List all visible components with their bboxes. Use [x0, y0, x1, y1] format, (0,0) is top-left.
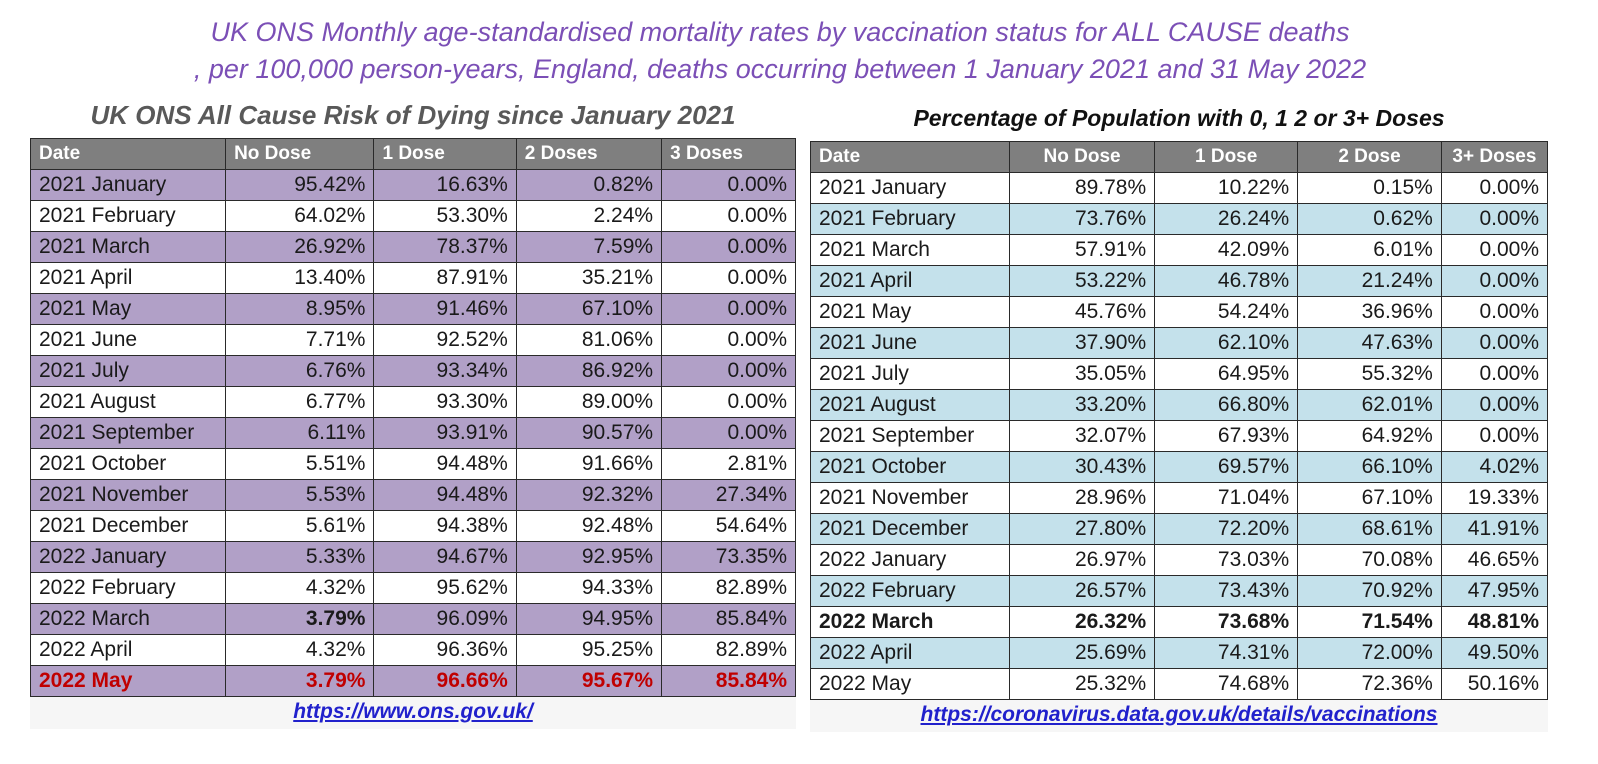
- value-cell: 90.57%: [516, 418, 661, 449]
- table-row: [31, 263, 796, 294]
- date-cell: 2021 November: [811, 483, 1010, 514]
- column-header-date: Date: [31, 139, 226, 170]
- value-cell: 4.32%: [226, 573, 374, 604]
- header-row: [811, 142, 1548, 173]
- value-cell: 0.00%: [662, 356, 796, 387]
- value-cell: 81.06%: [516, 325, 661, 356]
- value-cell: 86.92%: [516, 356, 661, 387]
- column-header-3plus-doses: 3+ Doses: [1441, 142, 1547, 173]
- date-cell: 2021 June: [31, 325, 226, 356]
- value-cell: 41.91%: [1441, 514, 1547, 545]
- value-cell: 5.53%: [226, 480, 374, 511]
- table-row: [811, 266, 1548, 297]
- value-cell: 10.22%: [1155, 173, 1298, 204]
- date-cell: 2021 September: [31, 418, 226, 449]
- value-cell: 0.62%: [1298, 204, 1442, 235]
- value-cell: 2.24%: [516, 201, 661, 232]
- table-row: [31, 325, 796, 356]
- value-cell: 0.00%: [1441, 173, 1547, 204]
- table-row: [31, 573, 796, 604]
- value-cell: 25.32%: [1009, 669, 1154, 700]
- table-row: [811, 297, 1548, 328]
- value-cell: 0.00%: [662, 294, 796, 325]
- date-cell: 2021 May: [31, 294, 226, 325]
- value-cell: 72.36%: [1298, 669, 1442, 700]
- value-cell: 46.78%: [1155, 266, 1298, 297]
- value-cell: 32.07%: [1009, 421, 1154, 452]
- value-cell: 68.61%: [1298, 514, 1442, 545]
- value-cell: 96.36%: [374, 635, 516, 666]
- value-cell: 46.65%: [1441, 545, 1547, 576]
- column-header-date: Date: [811, 142, 1010, 173]
- value-cell: 67.93%: [1155, 421, 1298, 452]
- date-cell: 2021 February: [31, 201, 226, 232]
- date-cell: 2021 October: [811, 452, 1010, 483]
- table-row: [31, 294, 796, 325]
- value-cell: 6.76%: [226, 356, 374, 387]
- date-cell: 2021 November: [31, 480, 226, 511]
- value-cell: 96.66%: [374, 666, 516, 697]
- table-row: [31, 356, 796, 387]
- column-header-no-dose: No Dose: [226, 139, 374, 170]
- value-cell: 6.77%: [226, 387, 374, 418]
- value-cell: 87.91%: [374, 263, 516, 294]
- value-cell: 27.80%: [1009, 514, 1154, 545]
- date-cell: 2022 January: [31, 542, 226, 573]
- column-header-2-dose: 2 Dose: [1298, 142, 1442, 173]
- value-cell: 54.64%: [662, 511, 796, 542]
- value-cell: 45.76%: [1009, 297, 1154, 328]
- value-cell: 4.02%: [1441, 452, 1547, 483]
- value-cell: 5.61%: [226, 511, 374, 542]
- value-cell: 27.34%: [662, 480, 796, 511]
- table-row: [811, 235, 1548, 266]
- value-cell: 93.34%: [374, 356, 516, 387]
- value-cell: 69.57%: [1155, 452, 1298, 483]
- table-row: [811, 607, 1548, 638]
- value-cell: 0.00%: [662, 232, 796, 263]
- vaccinations-source-link[interactable]: https://coronavirus.data.gov.uk/details/vaccinations: [920, 703, 1438, 726]
- value-cell: 0.00%: [1441, 297, 1547, 328]
- value-cell: 62.10%: [1155, 328, 1298, 359]
- value-cell: 48.81%: [1441, 607, 1547, 638]
- value-cell: 0.00%: [662, 325, 796, 356]
- table-row: [31, 480, 796, 511]
- value-cell: 91.46%: [374, 294, 516, 325]
- date-cell: 2021 April: [811, 266, 1010, 297]
- mortality-panel: [30, 100, 796, 729]
- table-row: [31, 604, 796, 635]
- value-cell: 0.00%: [1441, 390, 1547, 421]
- value-cell: 36.96%: [1298, 297, 1442, 328]
- date-cell: 2022 March: [31, 604, 226, 635]
- value-cell: 72.00%: [1298, 638, 1442, 669]
- table-row: [811, 483, 1548, 514]
- date-cell: 2021 August: [31, 387, 226, 418]
- table-row: [811, 514, 1548, 545]
- table-row: [31, 542, 796, 573]
- value-cell: 0.00%: [662, 170, 796, 201]
- value-cell: 53.30%: [374, 201, 516, 232]
- value-cell: 62.01%: [1298, 390, 1442, 421]
- value-cell: 0.00%: [662, 201, 796, 232]
- date-cell: 2021 May: [811, 297, 1010, 328]
- value-cell: 70.92%: [1298, 576, 1442, 607]
- value-cell: 64.02%: [226, 201, 374, 232]
- table-row: [31, 232, 796, 263]
- date-cell: 2022 May: [31, 666, 226, 697]
- value-cell: 92.48%: [516, 511, 661, 542]
- value-cell: 13.40%: [226, 263, 374, 294]
- table-row: [811, 452, 1548, 483]
- value-cell: 71.54%: [1298, 607, 1442, 638]
- value-cell: 92.32%: [516, 480, 661, 511]
- value-cell: 2.81%: [662, 449, 796, 480]
- table-row: [31, 635, 796, 666]
- value-cell: 35.21%: [516, 263, 661, 294]
- value-cell: 37.90%: [1009, 328, 1154, 359]
- value-cell: 21.24%: [1298, 266, 1442, 297]
- column-header-1-dose: 1 Dose: [374, 139, 516, 170]
- page-title: [0, 14, 1560, 88]
- table-row: [31, 170, 796, 201]
- value-cell: 71.04%: [1155, 483, 1298, 514]
- value-cell: 50.16%: [1441, 669, 1547, 700]
- value-cell: 53.22%: [1009, 266, 1154, 297]
- ons-source-link[interactable]: https://www.ons.gov.uk/: [293, 700, 533, 723]
- value-cell: 7.71%: [226, 325, 374, 356]
- table-row: [31, 449, 796, 480]
- date-cell: 2021 September: [811, 421, 1010, 452]
- value-cell: 94.48%: [374, 449, 516, 480]
- value-cell: 47.63%: [1298, 328, 1442, 359]
- value-cell: 73.76%: [1009, 204, 1154, 235]
- value-cell: 73.68%: [1155, 607, 1298, 638]
- date-cell: 2021 July: [811, 359, 1010, 390]
- date-cell: 2021 December: [811, 514, 1010, 545]
- date-cell: 2021 March: [811, 235, 1010, 266]
- value-cell: 82.89%: [662, 573, 796, 604]
- value-cell: 5.33%: [226, 542, 374, 573]
- value-cell: 6.01%: [1298, 235, 1442, 266]
- value-cell: 82.89%: [662, 635, 796, 666]
- value-cell: 5.51%: [226, 449, 374, 480]
- date-cell: 2021 June: [811, 328, 1010, 359]
- date-cell: 2021 February: [811, 204, 1010, 235]
- value-cell: 49.50%: [1441, 638, 1547, 669]
- column-header-no-dose: No Dose: [1009, 142, 1154, 173]
- table-row: [811, 421, 1548, 452]
- value-cell: 0.00%: [1441, 235, 1547, 266]
- value-cell: 30.43%: [1009, 452, 1154, 483]
- header-row: [31, 139, 796, 170]
- table-row: [811, 576, 1548, 607]
- value-cell: 33.20%: [1009, 390, 1154, 421]
- value-cell: 94.38%: [374, 511, 516, 542]
- value-cell: 72.20%: [1155, 514, 1298, 545]
- value-cell: 0.00%: [1441, 421, 1547, 452]
- date-cell: 2022 April: [31, 635, 226, 666]
- value-cell: 42.09%: [1155, 235, 1298, 266]
- value-cell: 26.32%: [1009, 607, 1154, 638]
- value-cell: 92.95%: [516, 542, 661, 573]
- value-cell: 89.00%: [516, 387, 661, 418]
- value-cell: 0.82%: [516, 170, 661, 201]
- column-header-1-dose: 1 Dose: [1155, 142, 1298, 173]
- value-cell: 6.11%: [226, 418, 374, 449]
- mortality-table-title: UK ONS All Cause Risk of Dying since January 2021: [90, 100, 736, 130]
- date-cell: 2021 October: [31, 449, 226, 480]
- value-cell: 89.78%: [1009, 173, 1154, 204]
- value-cell: 78.37%: [374, 232, 516, 263]
- table-row: [811, 359, 1548, 390]
- value-cell: 70.08%: [1298, 545, 1442, 576]
- page-title-line2: , per 100,000 person-years, England, deaths occurring between 1 January 2021 and 31 May 2022: [193, 54, 1367, 84]
- table-row: [811, 328, 1548, 359]
- value-cell: 0.00%: [662, 387, 796, 418]
- table-row: [811, 173, 1548, 204]
- value-cell: 3.79%: [226, 604, 374, 635]
- population-panel: [810, 100, 1548, 732]
- value-cell: 7.59%: [516, 232, 661, 263]
- column-header-3-doses: 3 Doses: [662, 139, 796, 170]
- value-cell: 94.67%: [374, 542, 516, 573]
- date-cell: 2021 March: [31, 232, 226, 263]
- value-cell: 19.33%: [1441, 483, 1547, 514]
- value-cell: 95.67%: [516, 666, 661, 697]
- value-cell: 73.03%: [1155, 545, 1298, 576]
- value-cell: 95.62%: [374, 573, 516, 604]
- date-cell: 2021 January: [811, 173, 1010, 204]
- value-cell: 95.25%: [516, 635, 661, 666]
- page-title-line1: UK ONS Monthly age-standardised mortality rates by vaccination status for ALL CAUSE deaths: [210, 17, 1350, 47]
- date-cell: 2021 July: [31, 356, 226, 387]
- value-cell: 26.24%: [1155, 204, 1298, 235]
- value-cell: 93.30%: [374, 387, 516, 418]
- value-cell: 8.95%: [226, 294, 374, 325]
- table-row: [31, 201, 796, 232]
- value-cell: 66.10%: [1298, 452, 1442, 483]
- value-cell: 0.00%: [1441, 359, 1547, 390]
- table-row: [31, 387, 796, 418]
- value-cell: 54.24%: [1155, 297, 1298, 328]
- value-cell: 26.57%: [1009, 576, 1154, 607]
- value-cell: 3.79%: [226, 666, 374, 697]
- value-cell: 4.32%: [226, 635, 374, 666]
- value-cell: 94.95%: [516, 604, 661, 635]
- value-cell: 26.92%: [226, 232, 374, 263]
- value-cell: 35.05%: [1009, 359, 1154, 390]
- date-cell: 2021 January: [31, 170, 226, 201]
- value-cell: 85.84%: [662, 604, 796, 635]
- value-cell: 74.31%: [1155, 638, 1298, 669]
- date-cell: 2022 February: [31, 573, 226, 604]
- column-header-2-doses: 2 Doses: [516, 139, 661, 170]
- value-cell: 16.63%: [374, 170, 516, 201]
- value-cell: 74.68%: [1155, 669, 1298, 700]
- value-cell: 47.95%: [1441, 576, 1547, 607]
- value-cell: 0.00%: [1441, 266, 1547, 297]
- table-row: [811, 390, 1548, 421]
- date-cell: 2022 May: [811, 669, 1010, 700]
- population-table: [810, 141, 1548, 700]
- value-cell: 64.95%: [1155, 359, 1298, 390]
- table-row: [31, 418, 796, 449]
- value-cell: 96.09%: [374, 604, 516, 635]
- table-row: [811, 545, 1548, 576]
- value-cell: 93.91%: [374, 418, 516, 449]
- table-row: [31, 666, 796, 697]
- value-cell: 0.00%: [1441, 328, 1547, 359]
- value-cell: 55.32%: [1298, 359, 1442, 390]
- value-cell: 95.42%: [226, 170, 374, 201]
- value-cell: 67.10%: [1298, 483, 1442, 514]
- value-cell: 0.15%: [1298, 173, 1442, 204]
- value-cell: 73.43%: [1155, 576, 1298, 607]
- value-cell: 0.00%: [662, 263, 796, 294]
- date-cell: 2022 April: [811, 638, 1010, 669]
- date-cell: 2022 February: [811, 576, 1010, 607]
- value-cell: 92.52%: [374, 325, 516, 356]
- value-cell: 0.00%: [662, 418, 796, 449]
- date-cell: 2022 January: [811, 545, 1010, 576]
- value-cell: 25.69%: [1009, 638, 1154, 669]
- value-cell: 94.33%: [516, 573, 661, 604]
- value-cell: 28.96%: [1009, 483, 1154, 514]
- value-cell: 0.00%: [1441, 204, 1547, 235]
- date-cell: 2021 August: [811, 390, 1010, 421]
- table-row: [811, 204, 1548, 235]
- value-cell: 57.91%: [1009, 235, 1154, 266]
- value-cell: 73.35%: [662, 542, 796, 573]
- value-cell: 85.84%: [662, 666, 796, 697]
- population-table-title: Percentage of Population with 0, 1 2 or 3+ Doses: [913, 105, 1445, 131]
- mortality-table: [30, 138, 796, 697]
- table-row: [811, 638, 1548, 669]
- value-cell: 67.10%: [516, 294, 661, 325]
- value-cell: 66.80%: [1155, 390, 1298, 421]
- date-cell: 2021 April: [31, 263, 226, 294]
- value-cell: 91.66%: [516, 449, 661, 480]
- value-cell: 26.97%: [1009, 545, 1154, 576]
- date-cell: 2021 December: [31, 511, 226, 542]
- population-source-row: [810, 700, 1548, 732]
- mortality-source-row: [30, 697, 796, 729]
- table-row: [811, 669, 1548, 700]
- table-row: [31, 511, 796, 542]
- value-cell: 94.48%: [374, 480, 516, 511]
- date-cell: 2022 March: [811, 607, 1010, 638]
- value-cell: 64.92%: [1298, 421, 1442, 452]
